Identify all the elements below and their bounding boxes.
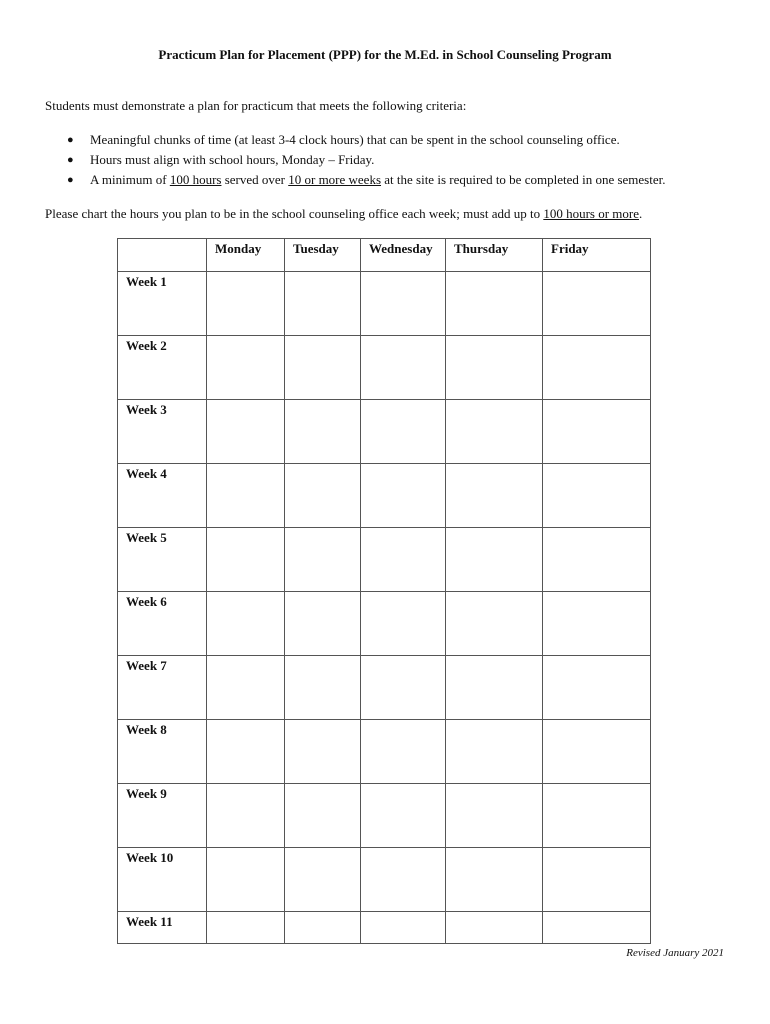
hours-cell-wednesday[interactable] — [361, 400, 446, 464]
criteria-text: A minimum of — [90, 172, 170, 187]
week-label: Week 6 — [126, 594, 167, 609]
bullet-icon: ● — [67, 174, 74, 186]
instruction-text: Please chart the hours you plan to be in the school counseling office each week; must add up to — [45, 206, 544, 221]
hours-cell-monday[interactable] — [207, 784, 285, 848]
week-label-cell — [118, 656, 207, 720]
hours-cell-monday[interactable] — [207, 912, 285, 944]
hours-cell-monday[interactable] — [207, 848, 285, 912]
hours-cell-monday[interactable] — [207, 464, 285, 528]
hours-cell-tuesday[interactable] — [285, 528, 361, 592]
hours-cell-friday[interactable] — [543, 272, 651, 336]
hours-cell-friday[interactable] — [543, 464, 651, 528]
hours-cell-monday[interactable] — [207, 528, 285, 592]
hours-cell-friday[interactable] — [543, 656, 651, 720]
week-label-cell — [118, 272, 207, 336]
table-row — [118, 272, 651, 336]
hours-cell-thursday[interactable] — [446, 912, 543, 944]
hours-cell-thursday[interactable] — [446, 272, 543, 336]
table-row — [118, 592, 651, 656]
week-label-cell — [118, 720, 207, 784]
hours-cell-thursday[interactable] — [446, 336, 543, 400]
header-tuesday: Tuesday — [285, 239, 361, 272]
table-row — [118, 848, 651, 912]
week-label: Week 1 — [126, 274, 167, 289]
table-row — [118, 720, 651, 784]
week-label: Week 2 — [126, 338, 167, 353]
hours-cell-thursday[interactable] — [446, 720, 543, 784]
hours-cell-monday[interactable] — [207, 592, 285, 656]
table-row — [118, 784, 651, 848]
bullet-icon: ● — [67, 134, 74, 146]
hours-cell-monday[interactable] — [207, 272, 285, 336]
hours-cell-monday[interactable] — [207, 336, 285, 400]
hours-cell-monday[interactable] — [207, 656, 285, 720]
hours-cell-monday[interactable] — [207, 720, 285, 784]
hours-cell-thursday[interactable] — [446, 464, 543, 528]
weeks-requirement: 10 or more weeks — [288, 172, 382, 187]
hours-cell-wednesday[interactable] — [361, 912, 446, 944]
chart-instructions — [45, 206, 642, 222]
instruction-text: . — [639, 206, 643, 221]
hours-cell-thursday[interactable] — [446, 400, 543, 464]
table-row — [118, 528, 651, 592]
header-row — [118, 239, 651, 272]
hours-cell-thursday[interactable] — [446, 784, 543, 848]
hours-plan-table — [117, 238, 651, 944]
criteria-text: served over — [221, 172, 289, 187]
week-label: Week 3 — [126, 402, 167, 417]
hours-cell-wednesday[interactable] — [361, 784, 446, 848]
week-label-cell — [118, 784, 207, 848]
hours-cell-tuesday[interactable] — [285, 720, 361, 784]
hours-cell-tuesday[interactable] — [285, 848, 361, 912]
table-row — [118, 912, 651, 944]
list-item — [45, 150, 666, 170]
hours-cell-wednesday[interactable] — [361, 272, 446, 336]
hours-requirement: 100 hours — [169, 172, 222, 187]
hours-cell-wednesday[interactable] — [361, 720, 446, 784]
week-label: Week 5 — [126, 530, 167, 545]
hours-cell-thursday[interactable] — [446, 656, 543, 720]
page-title: Practicum Plan for Placement (PPP) for the M.Ed. in School Counseling Program — [158, 47, 612, 62]
hours-total-requirement: 100 hours or more — [543, 206, 640, 221]
table-row — [118, 464, 651, 528]
hours-cell-thursday[interactable] — [446, 528, 543, 592]
hours-cell-wednesday[interactable] — [361, 528, 446, 592]
table-row — [118, 400, 651, 464]
week-label-cell — [118, 912, 207, 944]
hours-cell-friday[interactable] — [543, 720, 651, 784]
criteria-list — [45, 130, 666, 190]
header-wednesday: Wednesday — [361, 239, 446, 272]
hours-cell-wednesday[interactable] — [361, 848, 446, 912]
hours-cell-monday[interactable] — [207, 400, 285, 464]
hours-cell-tuesday[interactable] — [285, 336, 361, 400]
hours-cell-thursday[interactable] — [446, 592, 543, 656]
list-item — [45, 170, 666, 190]
criteria-text: at the site is required to be completed in one semester. — [381, 172, 666, 187]
hours-cell-tuesday[interactable] — [285, 784, 361, 848]
hours-cell-thursday[interactable] — [446, 848, 543, 912]
list-item — [45, 130, 666, 150]
hours-cell-wednesday[interactable] — [361, 464, 446, 528]
hours-cell-friday[interactable] — [543, 528, 651, 592]
week-label-cell — [118, 592, 207, 656]
hours-cell-friday[interactable] — [543, 848, 651, 912]
criteria-text: Meaningful chunks of time (at least 3-4 clock hours) that can be spent in the school counseling office. — [90, 132, 620, 147]
week-label-cell — [118, 528, 207, 592]
week-label-cell — [118, 848, 207, 912]
week-label: Week 11 — [126, 914, 173, 929]
hours-cell-wednesday[interactable] — [361, 656, 446, 720]
hours-cell-tuesday[interactable] — [285, 656, 361, 720]
week-label-cell — [118, 400, 207, 464]
hours-cell-friday[interactable] — [543, 592, 651, 656]
hours-cell-friday[interactable] — [543, 784, 651, 848]
week-label-cell — [118, 336, 207, 400]
week-label: Week 7 — [126, 658, 167, 673]
header-thursday: Thursday — [446, 239, 543, 272]
table-row — [118, 336, 651, 400]
week-label: Week 10 — [126, 850, 174, 865]
hours-cell-wednesday[interactable] — [361, 592, 446, 656]
header-blank-cell — [118, 239, 207, 272]
hours-cell-tuesday[interactable] — [285, 592, 361, 656]
week-label: Week 9 — [126, 786, 167, 801]
table-row — [118, 656, 651, 720]
hours-cell-friday[interactable] — [543, 912, 651, 944]
intro-text: Students must demonstrate a plan for practicum that meets the following criteria: — [45, 98, 467, 113]
header-monday: Monday — [207, 239, 285, 272]
hours-cell-friday[interactable] — [543, 336, 651, 400]
hours-cell-tuesday[interactable] — [285, 400, 361, 464]
hours-cell-friday[interactable] — [543, 400, 651, 464]
week-label: Week 4 — [126, 466, 167, 481]
criteria-text: Hours must align with school hours, Monday – Friday. — [90, 152, 375, 167]
week-label-cell — [118, 464, 207, 528]
header-friday: Friday — [543, 239, 651, 272]
bullet-icon: ● — [67, 154, 74, 166]
hours-cell-wednesday[interactable] — [361, 336, 446, 400]
week-label: Week 8 — [126, 722, 167, 737]
hours-cell-tuesday[interactable] — [285, 912, 361, 944]
hours-cell-tuesday[interactable] — [285, 464, 361, 528]
hours-cell-tuesday[interactable] — [285, 272, 361, 336]
revised-date: Revised January 2021 — [626, 947, 724, 959]
